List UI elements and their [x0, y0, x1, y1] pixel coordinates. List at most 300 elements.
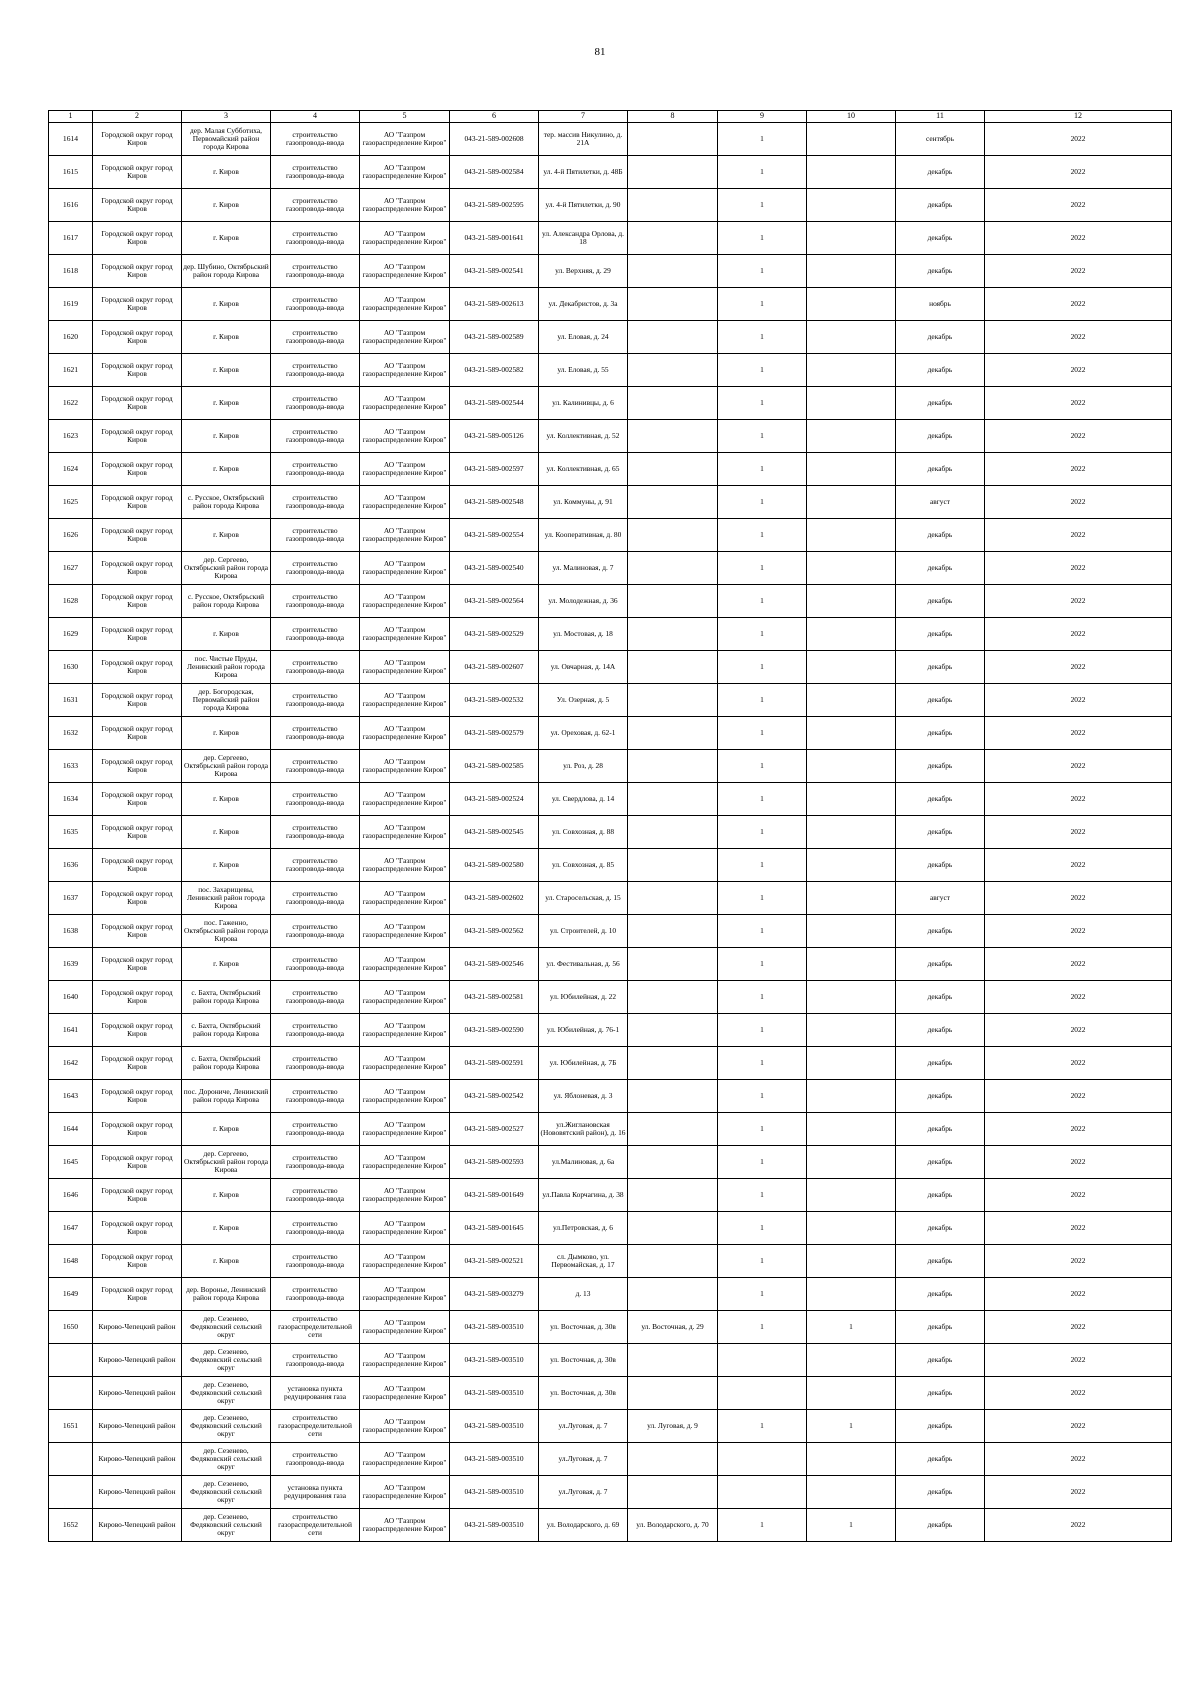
year-cell: 2022	[985, 321, 1172, 354]
count-col9-cell: 1	[718, 1179, 807, 1212]
district-cell: Городской округ город Киров	[93, 948, 182, 981]
table-row	[49, 1377, 1172, 1410]
organization-cell: АО "Газпром газораспределение Киров"	[360, 1179, 450, 1212]
row-number-cell: 1618	[49, 255, 93, 288]
district-cell: Кирово-Чепецкий район	[93, 1476, 182, 1509]
locality-cell: дер. Сезенево, Федяковский сельский округ	[182, 1509, 271, 1542]
address2-cell	[628, 1476, 718, 1509]
count-col10-cell	[807, 486, 896, 519]
object-code-cell: 043-21-589-003510	[450, 1410, 539, 1443]
locality-cell: пос. Захарищевы, Ленинский район города Кирова	[182, 882, 271, 915]
address2-cell	[628, 1179, 718, 1212]
count-col10-cell	[807, 1146, 896, 1179]
object-code-cell: 043-21-589-003510	[450, 1476, 539, 1509]
organization-cell: АО "Газпром газораспределение Киров"	[360, 1278, 450, 1311]
object-code-cell: 043-21-589-002579	[450, 717, 539, 750]
year-cell: 2022	[985, 552, 1172, 585]
count-col10-cell	[807, 783, 896, 816]
table-row	[49, 222, 1172, 255]
work-type-cell: строительство газопровода-ввода	[271, 651, 360, 684]
object-code-cell: 043-21-589-003279	[450, 1278, 539, 1311]
locality-cell: пос. Дорониче, Ленинский район города Кирова	[182, 1080, 271, 1113]
table-row	[49, 585, 1172, 618]
address-cell: ул. Коллективная, д. 52	[539, 420, 628, 453]
district-cell: Городской округ город Киров	[93, 255, 182, 288]
month-cell: август	[896, 882, 985, 915]
count-col10-cell	[807, 1344, 896, 1377]
count-col9-cell: 1	[718, 849, 807, 882]
column-header: 12	[985, 111, 1172, 123]
work-type-cell: строительство газопровода-ввода	[271, 816, 360, 849]
year-cell: 2022	[985, 1377, 1172, 1410]
row-number-cell: 1616	[49, 189, 93, 222]
address-cell: ул. Калинивцы, д. 6	[539, 387, 628, 420]
count-col9-cell: 1	[718, 1278, 807, 1311]
table-row	[49, 1410, 1172, 1443]
count-col9-cell: 1	[718, 717, 807, 750]
table-row	[49, 1047, 1172, 1080]
table-row	[49, 453, 1172, 486]
year-cell: 2022	[985, 1476, 1172, 1509]
address-cell: ул. Старосельская, д. 15	[539, 882, 628, 915]
row-number-cell: 1620	[49, 321, 93, 354]
row-number-cell: 1639	[49, 948, 93, 981]
district-cell: Городской округ город Киров	[93, 1245, 182, 1278]
month-cell: декабрь	[896, 948, 985, 981]
work-type-cell: строительство газопровода-ввода	[271, 981, 360, 1014]
column-number-row	[49, 111, 1172, 123]
count-col10-cell	[807, 354, 896, 387]
table-row	[49, 684, 1172, 717]
count-col9-cell: 1	[718, 750, 807, 783]
year-cell: 2022	[985, 684, 1172, 717]
organization-cell: АО "Газпром газораспределение Киров"	[360, 882, 450, 915]
organization-cell: АО "Газпром газораспределение Киров"	[360, 1509, 450, 1542]
object-code-cell: 043-21-589-002548	[450, 486, 539, 519]
month-cell: декабрь	[896, 1443, 985, 1476]
table-row	[49, 156, 1172, 189]
organization-cell: АО "Газпром газораспределение Киров"	[360, 387, 450, 420]
address-cell: ул. Декабристов, д. 3а	[539, 288, 628, 321]
count-col9-cell: 1	[718, 321, 807, 354]
count-col9-cell: 1	[718, 189, 807, 222]
row-number-cell: 1640	[49, 981, 93, 1014]
count-col10-cell	[807, 1014, 896, 1047]
object-code-cell: 043-21-589-002562	[450, 915, 539, 948]
district-cell: Кирово-Чепецкий район	[93, 1344, 182, 1377]
month-cell: декабрь	[896, 354, 985, 387]
table-row	[49, 816, 1172, 849]
object-code-cell: 043-21-589-002602	[450, 882, 539, 915]
row-number-cell: 1636	[49, 849, 93, 882]
row-number-cell: 1619	[49, 288, 93, 321]
object-code-cell: 043-21-589-002540	[450, 552, 539, 585]
month-cell: декабрь	[896, 1278, 985, 1311]
year-cell: 2022	[985, 1410, 1172, 1443]
count-col9-cell: 1	[718, 882, 807, 915]
count-col10-cell	[807, 1245, 896, 1278]
locality-cell: с. Бахта, Октябрьский район города Кирова	[182, 981, 271, 1014]
year-cell: 2022	[985, 618, 1172, 651]
work-type-cell: строительство газопровода-ввода	[271, 519, 360, 552]
work-type-cell: строительство газопровода-ввода	[271, 618, 360, 651]
column-header: 10	[807, 111, 896, 123]
month-cell: декабрь	[896, 816, 985, 849]
month-cell: декабрь	[896, 717, 985, 750]
district-cell: Городской округ город Киров	[93, 1080, 182, 1113]
address2-cell	[628, 1245, 718, 1278]
year-cell: 2022	[985, 585, 1172, 618]
object-code-cell: 043-21-589-003510	[450, 1443, 539, 1476]
count-col9-cell: 1	[718, 1047, 807, 1080]
address2-cell	[628, 849, 718, 882]
row-number-cell: 1622	[49, 387, 93, 420]
organization-cell: АО "Газпром газораспределение Киров"	[360, 288, 450, 321]
object-code-cell: 043-21-589-002582	[450, 354, 539, 387]
count-col9-cell: 1	[718, 354, 807, 387]
locality-cell: с. Бахта, Октябрьский район города Кирова	[182, 1014, 271, 1047]
count-col9-cell: 1	[718, 156, 807, 189]
locality-cell: дер. Сергеево, Октябрьский район города Кирова	[182, 1146, 271, 1179]
address-cell: ул. Ореховая, д. 62-1	[539, 717, 628, 750]
locality-cell: дер. Воронье, Ленинский район города Кирова	[182, 1278, 271, 1311]
month-cell: декабрь	[896, 1344, 985, 1377]
address2-cell	[628, 1278, 718, 1311]
count-col9-cell: 1	[718, 387, 807, 420]
row-number-cell: 1625	[49, 486, 93, 519]
object-code-cell: 043-21-589-002532	[450, 684, 539, 717]
count-col10-cell	[807, 420, 896, 453]
locality-cell: г. Киров	[182, 420, 271, 453]
organization-cell: АО "Газпром газораспределение Киров"	[360, 1245, 450, 1278]
object-code-cell: 043-21-589-002581	[450, 981, 539, 1014]
work-type-cell: установка пункта редуцирования газа	[271, 1476, 360, 1509]
row-number-cell	[49, 1344, 93, 1377]
month-cell: декабрь	[896, 915, 985, 948]
organization-cell: АО "Газпром газораспределение Киров"	[360, 750, 450, 783]
table-row	[49, 552, 1172, 585]
row-number-cell: 1648	[49, 1245, 93, 1278]
work-type-cell: строительство газопровода-ввода	[271, 849, 360, 882]
district-cell: Кирово-Чепецкий район	[93, 1377, 182, 1410]
count-col9-cell: 1	[718, 783, 807, 816]
work-type-cell: строительство газопровода-ввода	[271, 882, 360, 915]
table-row	[49, 882, 1172, 915]
locality-cell: с. Русское, Октябрьский район города Кирова	[182, 486, 271, 519]
district-cell: Городской округ город Киров	[93, 585, 182, 618]
address-cell: ул.Петровская, д. 6	[539, 1212, 628, 1245]
month-cell: декабрь	[896, 783, 985, 816]
count-col9-cell	[718, 1443, 807, 1476]
table-row	[49, 1179, 1172, 1212]
district-cell: Городской округ город Киров	[93, 684, 182, 717]
count-col10-cell	[807, 717, 896, 750]
district-cell: Городской округ город Киров	[93, 222, 182, 255]
year-cell: 2022	[985, 1245, 1172, 1278]
organization-cell: АО "Газпром газораспределение Киров"	[360, 552, 450, 585]
table-row	[49, 717, 1172, 750]
district-cell: Городской округ город Киров	[93, 387, 182, 420]
address2-cell	[628, 453, 718, 486]
year-cell: 2022	[985, 948, 1172, 981]
organization-cell: АО "Газпром газораспределение Киров"	[360, 1212, 450, 1245]
work-type-cell: строительство газопровода-ввода	[271, 1179, 360, 1212]
object-code-cell: 043-21-589-002521	[450, 1245, 539, 1278]
count-col10-cell	[807, 651, 896, 684]
count-col9-cell	[718, 1344, 807, 1377]
work-type-cell: строительство газораспределительной сети	[271, 1509, 360, 1542]
work-type-cell: строительство газопровода-ввода	[271, 189, 360, 222]
month-cell: декабрь	[896, 1476, 985, 1509]
locality-cell: пос. Чистые Пруды, Ленинский район города Кирова	[182, 651, 271, 684]
address-cell: ул.Жиглановская (Нововятский район), д. 16	[539, 1113, 628, 1146]
address2-cell	[628, 255, 718, 288]
row-number-cell: 1649	[49, 1278, 93, 1311]
work-type-cell: строительство газопровода-ввода	[271, 783, 360, 816]
address-cell: ул.Луговая, д. 7	[539, 1410, 628, 1443]
address2-cell	[628, 816, 718, 849]
object-code-cell: 043-21-589-002546	[450, 948, 539, 981]
count-col10-cell	[807, 618, 896, 651]
month-cell: декабрь	[896, 156, 985, 189]
table-row	[49, 1212, 1172, 1245]
count-col10-cell	[807, 1278, 896, 1311]
organization-cell: АО "Газпром газораспределение Киров"	[360, 1146, 450, 1179]
address-cell: ул.Луговая, д. 7	[539, 1443, 628, 1476]
year-cell: 2022	[985, 1344, 1172, 1377]
work-type-cell: строительство газопровода-ввода	[271, 321, 360, 354]
object-code-cell: 043-21-589-003510	[450, 1509, 539, 1542]
table-row	[49, 915, 1172, 948]
object-code-cell: 043-21-589-002524	[450, 783, 539, 816]
address-cell: ул. Совхозная, д. 85	[539, 849, 628, 882]
object-code-cell: 043-21-589-002589	[450, 321, 539, 354]
district-cell: Городской округ город Киров	[93, 981, 182, 1014]
row-number-cell: 1635	[49, 816, 93, 849]
year-cell: 2022	[985, 1443, 1172, 1476]
object-code-cell: 043-21-589-002542	[450, 1080, 539, 1113]
address2-cell	[628, 915, 718, 948]
table-row	[49, 1278, 1172, 1311]
district-cell: Городской округ город Киров	[93, 288, 182, 321]
month-cell: декабрь	[896, 222, 985, 255]
organization-cell: АО "Газпром газораспределение Киров"	[360, 453, 450, 486]
object-code-cell: 043-21-589-002584	[450, 156, 539, 189]
count-col9-cell: 1	[718, 552, 807, 585]
table-row	[49, 750, 1172, 783]
year-cell: 2022	[985, 156, 1172, 189]
object-code-cell: 043-21-589-002544	[450, 387, 539, 420]
object-code-cell: 043-21-589-002597	[450, 453, 539, 486]
address-cell: ул. Фестивальная, д. 56	[539, 948, 628, 981]
row-number-cell: 1634	[49, 783, 93, 816]
year-cell: 2022	[985, 1113, 1172, 1146]
district-cell: Городской округ город Киров	[93, 618, 182, 651]
address-cell: ул. Володарского, д. 69	[539, 1509, 628, 1542]
locality-cell: дер. Сезенево, Федяковский сельский округ	[182, 1311, 271, 1344]
count-col10-cell	[807, 1476, 896, 1509]
year-cell: 2022	[985, 354, 1172, 387]
address2-cell	[628, 222, 718, 255]
locality-cell: г. Киров	[182, 1179, 271, 1212]
work-type-cell: строительство газопровода-ввода	[271, 222, 360, 255]
column-header: 8	[628, 111, 718, 123]
address-cell: ул. Восточная, д. 30в	[539, 1311, 628, 1344]
month-cell: декабрь	[896, 1014, 985, 1047]
address-cell: ул.Луговая, д. 7	[539, 1476, 628, 1509]
address-cell: ул. Молодежная, д. 36	[539, 585, 628, 618]
month-cell: декабрь	[896, 255, 985, 288]
work-type-cell: строительство газораспределительной сети	[271, 1410, 360, 1443]
row-number-cell: 1614	[49, 123, 93, 156]
year-cell: 2022	[985, 882, 1172, 915]
address-cell: д. 13	[539, 1278, 628, 1311]
object-code-cell: 043-21-589-002595	[450, 189, 539, 222]
row-number-cell: 1624	[49, 453, 93, 486]
object-code-cell: 043-21-589-002590	[450, 1014, 539, 1047]
row-number-cell	[49, 1476, 93, 1509]
district-cell: Городской округ город Киров	[93, 420, 182, 453]
row-number-cell: 1651	[49, 1410, 93, 1443]
count-col10-cell	[807, 156, 896, 189]
address2-cell	[628, 1014, 718, 1047]
work-type-cell: строительство газопровода-ввода	[271, 123, 360, 156]
organization-cell: АО "Газпром газораспределение Киров"	[360, 321, 450, 354]
object-code-cell: 043-21-589-002541	[450, 255, 539, 288]
organization-cell: АО "Газпром газораспределение Киров"	[360, 684, 450, 717]
address-cell: ул. Юбилейная, д. 7Б	[539, 1047, 628, 1080]
locality-cell: г. Киров	[182, 816, 271, 849]
address2-cell	[628, 1212, 718, 1245]
address2-cell	[628, 288, 718, 321]
address2-cell	[628, 750, 718, 783]
count-col9-cell: 1	[718, 684, 807, 717]
month-cell: декабрь	[896, 849, 985, 882]
year-cell: 2022	[985, 1014, 1172, 1047]
object-code-cell: 043-21-589-002554	[450, 519, 539, 552]
register-table	[48, 110, 1172, 1542]
address2-cell	[628, 1080, 718, 1113]
locality-cell: г. Киров	[182, 321, 271, 354]
work-type-cell: строительство газопровода-ввода	[271, 552, 360, 585]
address-cell: ул. 4-й Пятилетки, д. 90	[539, 189, 628, 222]
district-cell: Городской округ город Киров	[93, 156, 182, 189]
locality-cell: г. Киров	[182, 288, 271, 321]
row-number-cell: 1650	[49, 1311, 93, 1344]
count-col10-cell	[807, 1047, 896, 1080]
table-row	[49, 849, 1172, 882]
count-col10-cell	[807, 585, 896, 618]
organization-cell: АО "Газпром газораспределение Киров"	[360, 1047, 450, 1080]
organization-cell: АО "Газпром газораспределение Киров"	[360, 156, 450, 189]
locality-cell: дер. Сезенево, Федяковский сельский округ	[182, 1344, 271, 1377]
count-col9-cell: 1	[718, 1245, 807, 1278]
count-col10-cell	[807, 222, 896, 255]
work-type-cell: строительство газопровода-ввода	[271, 1113, 360, 1146]
count-col9-cell: 1	[718, 1146, 807, 1179]
locality-cell: г. Киров	[182, 783, 271, 816]
work-type-cell: строительство газопровода-ввода	[271, 420, 360, 453]
object-code-cell: 043-21-589-002580	[450, 849, 539, 882]
table-row	[49, 948, 1172, 981]
month-cell: декабрь	[896, 1179, 985, 1212]
address-cell: ул. Мостовая, д. 18	[539, 618, 628, 651]
month-cell: декабрь	[896, 519, 985, 552]
address-cell: ул.Малиновая, д. 6а	[539, 1146, 628, 1179]
table-row	[49, 387, 1172, 420]
row-number-cell: 1627	[49, 552, 93, 585]
table-row	[49, 123, 1172, 156]
count-col10-cell	[807, 981, 896, 1014]
month-cell: декабрь	[896, 981, 985, 1014]
address2-cell	[628, 948, 718, 981]
district-cell: Кирово-Чепецкий район	[93, 1311, 182, 1344]
year-cell: 2022	[985, 1509, 1172, 1542]
organization-cell: АО "Газпром газораспределение Киров"	[360, 255, 450, 288]
year-cell: 2022	[985, 981, 1172, 1014]
count-col10-cell: 1	[807, 1509, 896, 1542]
count-col10-cell	[807, 288, 896, 321]
locality-cell: пос. Гаженно, Октябрьский район города Кирова	[182, 915, 271, 948]
month-cell: декабрь	[896, 1146, 985, 1179]
year-cell: 2022	[985, 1146, 1172, 1179]
address2-cell	[628, 618, 718, 651]
table-row	[49, 1311, 1172, 1344]
table-row	[49, 1113, 1172, 1146]
year-cell: 2022	[985, 189, 1172, 222]
organization-cell: АО "Газпром газораспределение Киров"	[360, 651, 450, 684]
work-type-cell: строительство газопровода-ввода	[271, 255, 360, 288]
address2-cell	[628, 1344, 718, 1377]
locality-cell: с. Бахта, Октябрьский район города Кирова	[182, 1047, 271, 1080]
address2-cell	[628, 156, 718, 189]
address-cell: Ул. Озерная, д. 5	[539, 684, 628, 717]
locality-cell: г. Киров	[182, 1113, 271, 1146]
address2-cell: ул. Володарского, д. 70	[628, 1509, 718, 1542]
organization-cell: АО "Газпром газораспределение Киров"	[360, 915, 450, 948]
organization-cell: АО "Газпром газораспределение Киров"	[360, 420, 450, 453]
district-cell: Городской округ город Киров	[93, 717, 182, 750]
row-number-cell: 1643	[49, 1080, 93, 1113]
organization-cell: АО "Газпром газораспределение Киров"	[360, 222, 450, 255]
district-cell: Городской округ город Киров	[93, 189, 182, 222]
locality-cell: г. Киров	[182, 948, 271, 981]
month-cell: август	[896, 486, 985, 519]
address2-cell	[628, 882, 718, 915]
year-cell: 2022	[985, 915, 1172, 948]
locality-cell: г. Киров	[182, 189, 271, 222]
address2-cell	[628, 321, 718, 354]
address2-cell	[628, 1113, 718, 1146]
row-number-cell: 1641	[49, 1014, 93, 1047]
object-code-cell: 043-21-589-001645	[450, 1212, 539, 1245]
table-row	[49, 1476, 1172, 1509]
work-type-cell: строительство газопровода-ввода	[271, 1047, 360, 1080]
year-cell: 2022	[985, 123, 1172, 156]
count-col9-cell: 1	[718, 1311, 807, 1344]
row-number-cell: 1642	[49, 1047, 93, 1080]
table-row	[49, 519, 1172, 552]
year-cell: 2022	[985, 486, 1172, 519]
locality-cell: дер. Сезенево, Федяковский сельский округ	[182, 1476, 271, 1509]
object-code-cell: 043-21-589-001649	[450, 1179, 539, 1212]
address2-cell	[628, 783, 718, 816]
locality-cell: г. Киров	[182, 849, 271, 882]
district-cell: Городской округ город Киров	[93, 1278, 182, 1311]
table-row	[49, 1080, 1172, 1113]
locality-cell: г. Киров	[182, 222, 271, 255]
year-cell: 2022	[985, 453, 1172, 486]
